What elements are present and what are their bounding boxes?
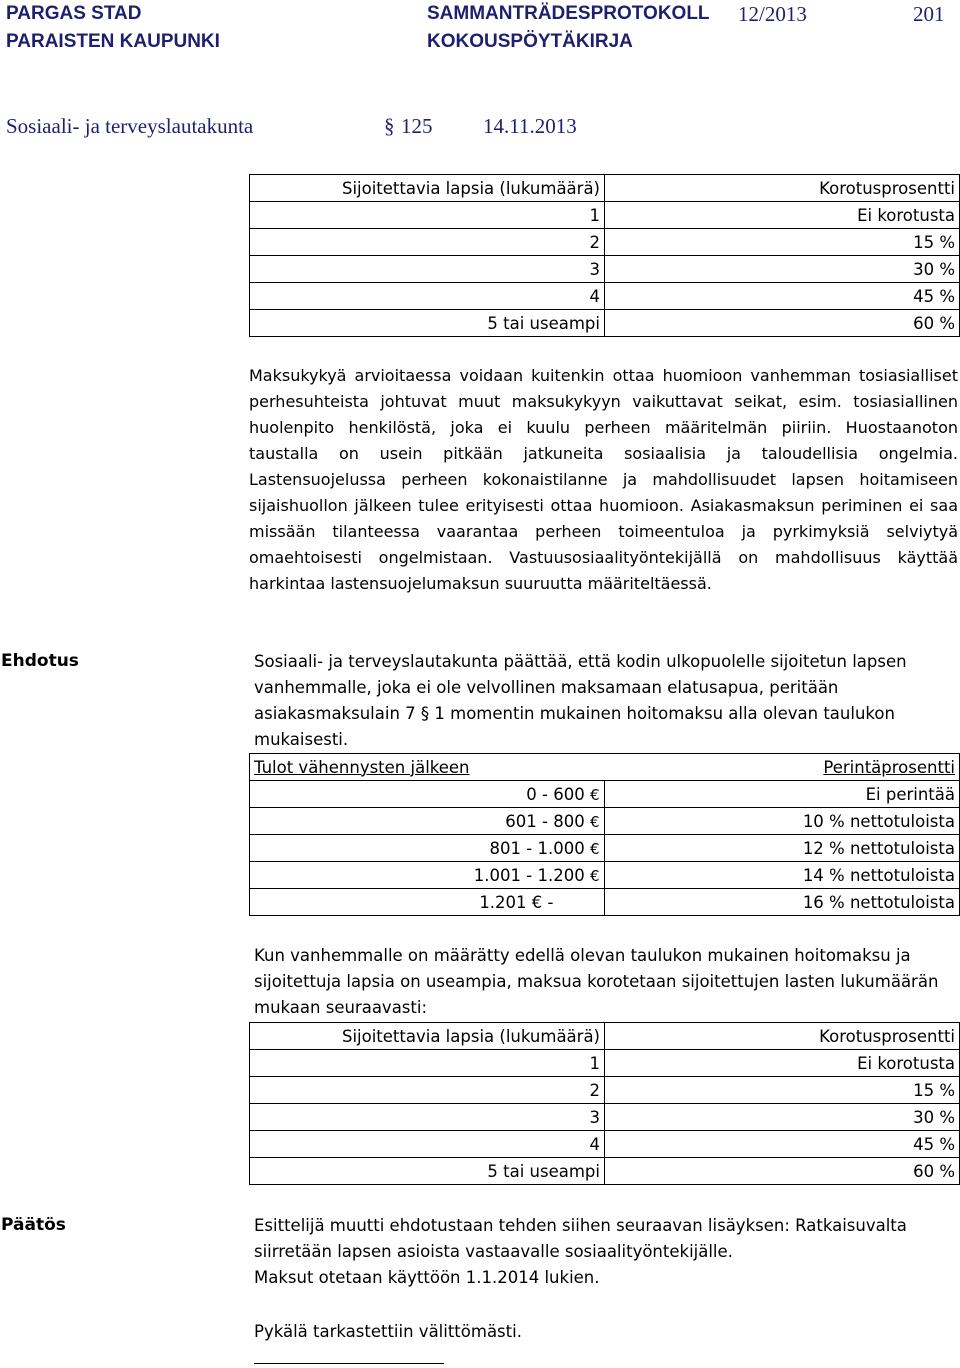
table-cell: 4	[250, 283, 605, 310]
euro-symbol: €	[589, 866, 600, 885]
proposal-label: Ehdotus	[1, 651, 79, 671]
table-row	[250, 862, 960, 889]
table-row	[250, 1050, 960, 1077]
page-number: 201	[913, 2, 945, 26]
proposal-text: Sosiaali- ja terveyslautakunta päättää, että kodin ulkopuolelle sijoitetun lapsen vanhemmalle, joka ei ole velvollinen maksamaan elatusapua, peritään asiakasmaksulain 7 § 1 momentin mukainen hoitomaksu alla olevan taulukon mukaisesti.	[254, 652, 907, 749]
table-cell: 15 %	[605, 1077, 960, 1104]
doc-type-sv: SAMMANTRÄDESPROTOKOLL	[427, 3, 710, 24]
child-count-table-top	[249, 174, 960, 337]
org-name-sv: PARAISTEN KAUPUNKI	[6, 31, 220, 52]
table-cell: 10 % nettotuloista	[604, 808, 960, 835]
income-range: 0 - 600	[526, 784, 585, 804]
table-cell: 1	[250, 202, 605, 229]
table-row	[250, 1158, 960, 1185]
table-cell: 60 %	[605, 1158, 960, 1185]
table-row	[250, 310, 960, 337]
table-row	[250, 808, 960, 835]
table-cell: 16 % nettotuloista	[604, 889, 960, 916]
table-row	[250, 889, 960, 916]
table-cell: Ei korotusta	[605, 202, 960, 229]
euro-symbol: €	[589, 839, 600, 858]
issue-number: 12/2013	[738, 2, 807, 26]
table-cell: 45 %	[605, 1131, 960, 1158]
table-cell: 45 %	[605, 283, 960, 310]
table-row	[250, 202, 960, 229]
doc-type-fi: KOKOUSPÖYTÄKIRJA	[427, 31, 633, 52]
income-range: 1.001 - 1.200	[473, 865, 585, 885]
table-cell: 12 % nettotuloista	[604, 835, 960, 862]
table-cell: Ei perintää	[604, 781, 960, 808]
income-range: 801 - 1.000	[489, 838, 585, 858]
table-cell: 4	[250, 1131, 605, 1158]
table-cell: 60 %	[605, 310, 960, 337]
column-header: Korotusprosentti	[605, 175, 960, 202]
section-sign: §	[384, 114, 395, 138]
table-cell: 3	[250, 256, 605, 283]
decision-line-3: Maksut otetaan käyttöön 1.1.2014 lukien.	[254, 1268, 600, 1287]
table-cell: 2	[250, 1077, 605, 1104]
proposal-text-2: Kun vanhemmalle on määrätty edellä olevan taulukon mukainen hoitomaksu ja sijoitettuja lapsia on useampia, maksua korotetaan sijoitettujen lasten lukumäärän mukaan seuraavasti:	[254, 946, 939, 1017]
table-cell: 3	[250, 1104, 605, 1131]
decision-label: Päätös	[1, 1215, 66, 1235]
table-cell: 5 tai useampi	[250, 310, 605, 337]
org-name-fi: PARGAS STAD	[6, 3, 142, 24]
table-header-row	[250, 175, 960, 202]
table-cell: 30 %	[605, 256, 960, 283]
child-count-table-bottom	[249, 1022, 960, 1185]
table-row	[250, 229, 960, 256]
euro-symbol: €	[589, 812, 600, 831]
paragraph-payment-capacity: Maksukykyä arvioitaessa voidaan kuitenkin ottaa huomioon vanhemman tosiasialliset perhesuhteista johtuvat muut maksukykyyn vaikuttavat seikat, esim. tosiasiallinen huolenpito henkilöstä, joka ei kuulu perheen määritelmän piiriin. Huostaanoton taustalla on usein pitkään jatkuneita sosiaalisia ja taloudellisia ongelmia. Lastensuojelussa perheen kokonaistilanne ja mahdollisuudet lapsen hoitamiseen sijaishuollon jälkeen tulee erityisesti ottaa huomioon. Asiakasmaksun periminen ei saa missään tilanteessa vaarantaa perheen toimeentuloa ja pyrkimyksiä selviytyä omaehtoisesti ongelmistaan. Vastuusosiaalityöntekijällä on mahdollisuus käyttää harkintaa lastensuojelumaksun suuruutta määriteltäessä.	[249, 366, 958, 593]
table-cell: 1	[250, 1050, 605, 1077]
table-row	[250, 1077, 960, 1104]
table-header-row	[250, 1023, 960, 1050]
table-cell	[250, 835, 605, 862]
euro-symbol: €	[589, 785, 600, 804]
meeting-date: 14.11.2013	[483, 114, 577, 138]
column-header	[604, 754, 960, 781]
column-header: Sijoitettavia lapsia (lukumäärä)	[250, 1023, 605, 1050]
column-header-text: Perintäprosentti	[823, 757, 955, 777]
table-row	[250, 283, 960, 310]
column-header-text: Tulot vähennysten jälkeen	[254, 757, 470, 777]
income-table	[249, 753, 960, 916]
section-number: 125	[401, 114, 433, 138]
income-range: 601 - 800	[505, 811, 585, 831]
decision-line-2: siirretään lapsen asioista vastaavalle sosiaalityöntekijälle.	[254, 1242, 733, 1261]
table-row	[250, 1131, 960, 1158]
table-cell: 2	[250, 229, 605, 256]
table-cell	[250, 808, 605, 835]
decision-line-4: Pykälä tarkastettiin välittömästi.	[254, 1322, 522, 1341]
column-header: Korotusprosentti	[605, 1023, 960, 1050]
table-cell: Ei korotusta	[605, 1050, 960, 1077]
table-header-row	[250, 754, 960, 781]
table-cell: 5 tai useampi	[250, 1158, 605, 1185]
table-cell: 1.201 € -	[250, 889, 605, 916]
table-cell: 14 % nettotuloista	[604, 862, 960, 889]
column-header: Sijoitettavia lapsia (lukumäärä)	[250, 175, 605, 202]
column-header	[250, 754, 605, 781]
table-cell: 15 %	[605, 229, 960, 256]
signature-line	[254, 1363, 444, 1364]
table-row	[250, 1104, 960, 1131]
table-cell	[250, 781, 605, 808]
table-row	[250, 835, 960, 862]
table-row	[250, 256, 960, 283]
table-cell: 30 %	[605, 1104, 960, 1131]
board-name: Sosiaali- ja terveyslautakunta	[6, 114, 254, 138]
table-cell	[250, 862, 605, 889]
decision-line-1: Esittelijä muutti ehdotustaan tehden siihen seuraavan lisäyksen: Ratkaisuvalta	[254, 1216, 907, 1235]
table-row	[250, 781, 960, 808]
